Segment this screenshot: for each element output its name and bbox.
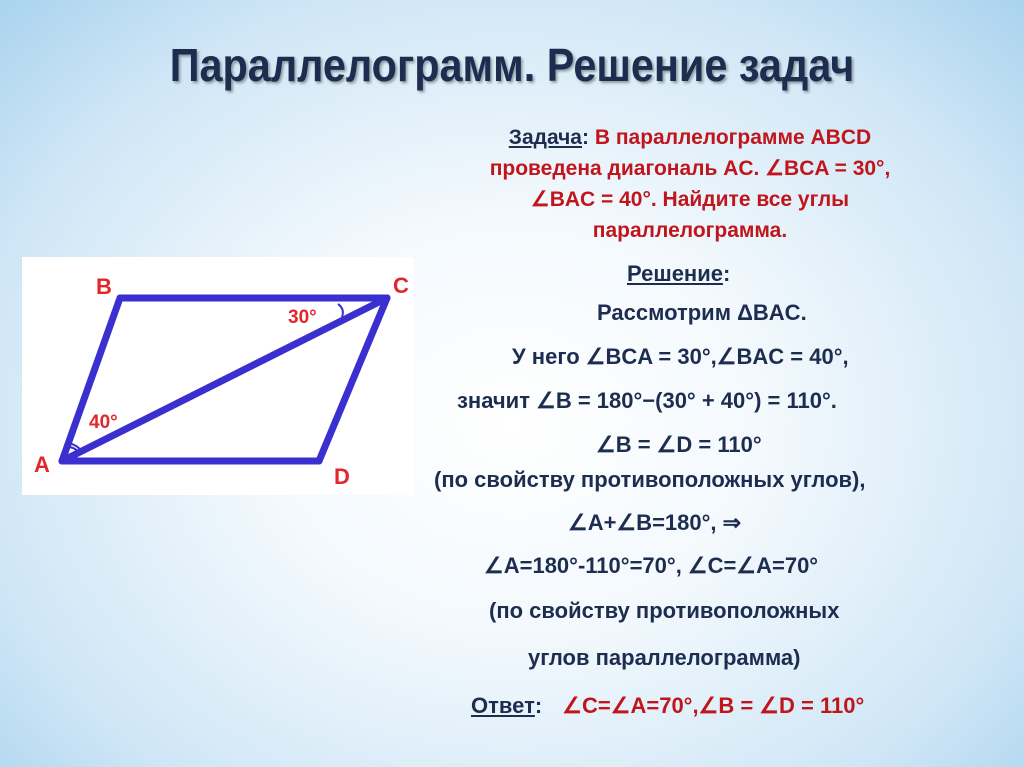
solution-heading	[627, 261, 730, 287]
task-colon: :	[582, 126, 589, 149]
solution-line-6: ∠A+∠B=180°, ⇒	[568, 510, 742, 535]
solution-label: Решение	[627, 261, 723, 286]
answer-colon: :	[534, 693, 543, 718]
solution-line-8: (по свойству противоположных	[489, 598, 840, 623]
solution-line-7: ∠A=180°-110°=70°, ∠C=∠A=70°	[484, 553, 819, 578]
task-line-1: В параллелограмме ABCD	[589, 126, 872, 149]
answer-line	[471, 693, 864, 719]
task-line-3: ∠BAC = 40°. Найдите все углы	[530, 188, 850, 211]
angle-label-c: 30°	[288, 307, 317, 328]
answer-label: Ответ	[471, 693, 535, 718]
task-line-4: параллелограмма.	[592, 219, 788, 242]
angle-label-a: 40°	[89, 412, 118, 433]
vertex-label-c: C	[393, 273, 409, 298]
vertex-label-b: B	[96, 274, 112, 299]
page-title: Параллелограмм. Решение задач	[169, 39, 855, 91]
answer-text: ∠C=∠A=70°,∠B = ∠D = 110°	[562, 693, 865, 718]
solution-line-5: (по свойству противоположных углов),	[434, 467, 866, 492]
solution-line-9: углов параллелограмма)	[528, 645, 801, 670]
solution-line-2: У него ∠BCA = 30°,∠BAC = 40°,	[512, 344, 849, 369]
angle-arc-c-icon	[338, 304, 343, 317]
parallelogram-figure	[22, 257, 414, 495]
vertex-label-a: A	[34, 452, 50, 477]
solution-line-1: Рассмотрим ΔBAC.	[597, 300, 807, 325]
task-line-2: проведена диагональ AC. ∠BCA = 30°,	[489, 157, 891, 180]
solution-colon: :	[722, 261, 731, 286]
task-label: Задача	[508, 126, 582, 149]
side-cd	[319, 298, 387, 461]
solution-line-3: значит ∠B = 180°−(30° + 40°) = 110°.	[457, 388, 837, 413]
parallelogram-diagram	[22, 257, 414, 495]
vertex-label-d: D	[334, 464, 350, 489]
task-text	[430, 122, 950, 246]
solution-line-4: ∠B = ∠D = 110°	[596, 432, 762, 457]
